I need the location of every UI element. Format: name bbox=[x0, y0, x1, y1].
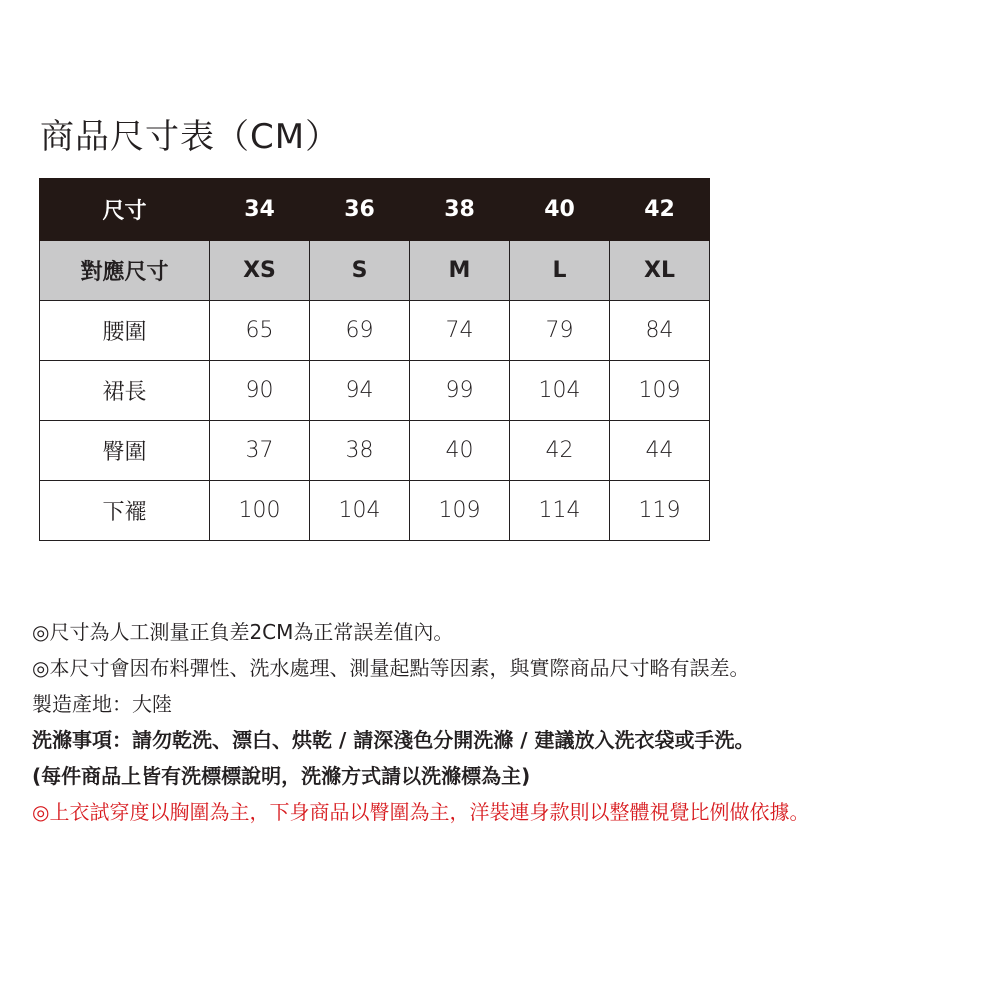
size-subheader-label: 對應尺寸 bbox=[40, 241, 210, 301]
note-fabric-variance: ◎本尺寸會因布料彈性、洗水處理、測量起點等因素，與實際商品尺寸略有誤差。 bbox=[32, 656, 750, 680]
table-cell: 109 bbox=[610, 361, 710, 421]
table-cell: 44 bbox=[610, 421, 710, 481]
note-washing-instructions: 洗滌事項：請勿乾洗、漂白、烘乾 / 請深淺色分開洗滌 / 建議放入洗衣袋或手洗。 bbox=[32, 728, 755, 752]
size-header-label: 尺寸 bbox=[40, 179, 210, 241]
table-cell: 114 bbox=[510, 481, 610, 541]
table-cell: 69 bbox=[310, 301, 410, 361]
table-row bbox=[40, 421, 710, 481]
row-label: 腰圍 bbox=[40, 301, 210, 361]
table-row bbox=[40, 301, 710, 361]
size-header-row bbox=[40, 179, 710, 241]
size-table bbox=[39, 178, 710, 541]
table-cell: 104 bbox=[310, 481, 410, 541]
size-header-cell: 34 bbox=[210, 179, 310, 241]
notes-section bbox=[32, 614, 992, 830]
row-label: 臀圍 bbox=[40, 421, 210, 481]
size-subheader-cell: S bbox=[310, 241, 410, 301]
size-subheader-row bbox=[40, 241, 710, 301]
table-cell: 84 bbox=[610, 301, 710, 361]
size-subheader-cell: L bbox=[510, 241, 610, 301]
note-origin: 製造產地：大陸 bbox=[32, 692, 172, 716]
table-cell: 90 bbox=[210, 361, 310, 421]
table-cell: 37 bbox=[210, 421, 310, 481]
table-cell: 99 bbox=[410, 361, 510, 421]
table-cell: 38 bbox=[310, 421, 410, 481]
size-header-cell: 36 bbox=[310, 179, 410, 241]
table-cell: 74 bbox=[410, 301, 510, 361]
table-cell: 65 bbox=[210, 301, 310, 361]
table-row bbox=[40, 481, 710, 541]
table-cell: 94 bbox=[310, 361, 410, 421]
row-label: 裙長 bbox=[40, 361, 210, 421]
size-header-cell: 42 bbox=[610, 179, 710, 241]
note-washing-label: (每件商品上皆有洗標標說明，洗滌方式請以洗滌標為主) bbox=[32, 764, 531, 788]
table-cell: 42 bbox=[510, 421, 610, 481]
table-cell: 119 bbox=[610, 481, 710, 541]
size-subheader-cell: M bbox=[410, 241, 510, 301]
size-header-cell: 38 bbox=[410, 179, 510, 241]
table-row bbox=[40, 361, 710, 421]
table-cell: 104 bbox=[510, 361, 610, 421]
page-title: 商品尺寸表（CM） bbox=[40, 117, 341, 157]
table-cell: 40 bbox=[410, 421, 510, 481]
table-cell: 79 bbox=[510, 301, 610, 361]
table-cell: 109 bbox=[410, 481, 510, 541]
size-subheader-cell: XS bbox=[210, 241, 310, 301]
note-measurement-tolerance: ◎尺寸為人工測量正負差2CM為正常誤差值內。 bbox=[32, 620, 454, 644]
note-fit-guide: ◎上衣試穿度以胸圍為主，下身商品以臀圍為主，洋裝連身款則以整體視覺比例做依據。 bbox=[32, 800, 810, 824]
table-cell: 100 bbox=[210, 481, 310, 541]
size-subheader-cell: XL bbox=[610, 241, 710, 301]
size-header-cell: 40 bbox=[510, 179, 610, 241]
row-label: 下襬 bbox=[40, 481, 210, 541]
